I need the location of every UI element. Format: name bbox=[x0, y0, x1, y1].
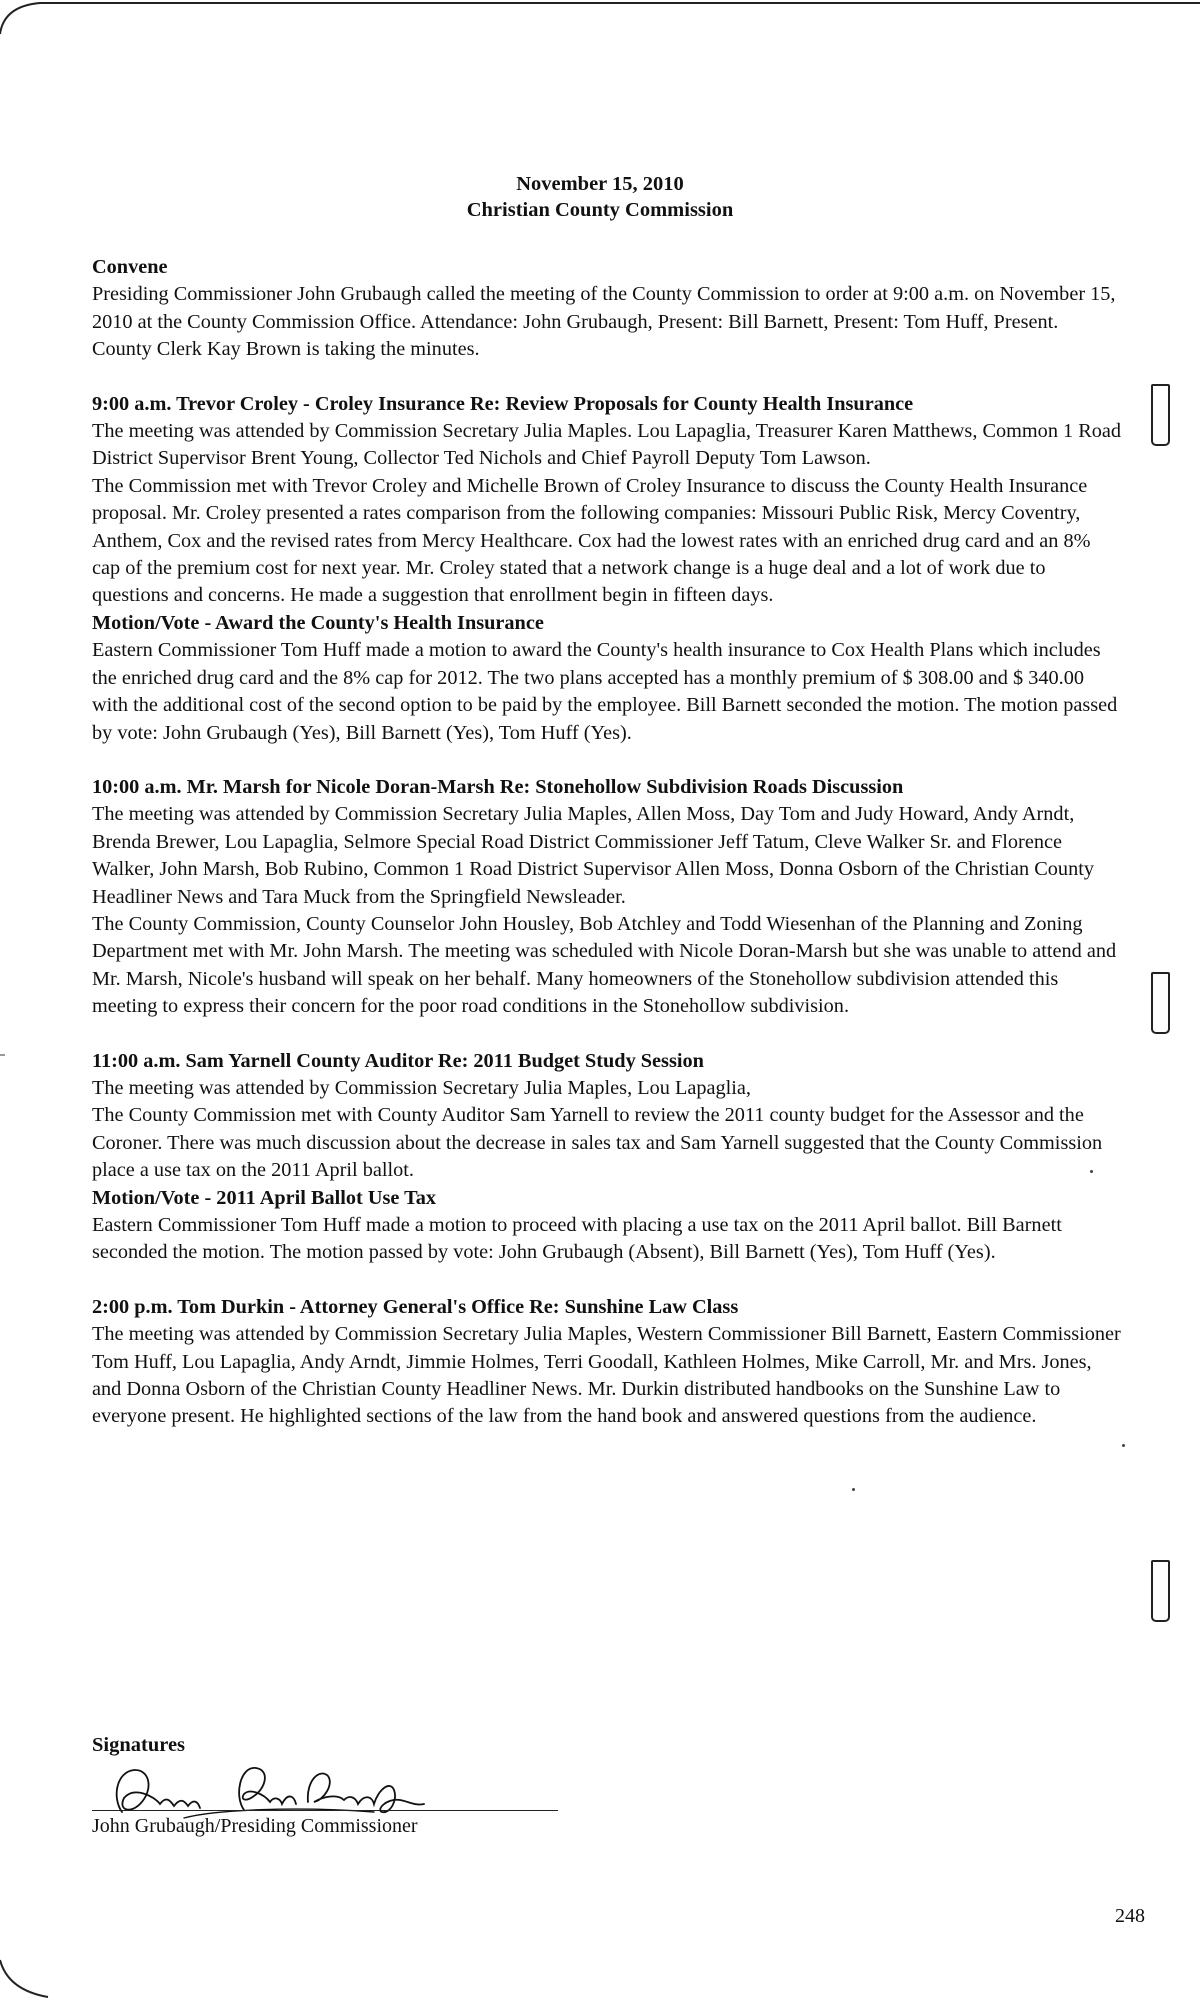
motion-paragraph: Eastern Commissioner Tom Huff made a motion to proceed with placing a use tax on the 2011 April ballot. Bill Barnett seconded the motion. The motion passed by vote: John Grubaugh (Absent), Bill Barnett (Yes), Tom Huff (Yes). bbox=[92, 1214, 1062, 1264]
section-stonehollow-roads bbox=[92, 774, 1122, 1021]
section-heading: 11:00 a.m. Sam Yarnell County Auditor Re: 2011 Budget Study Session bbox=[92, 1049, 704, 1072]
scan-speck bbox=[1122, 1444, 1125, 1447]
minutes-content bbox=[92, 254, 1122, 1431]
section-heading: 9:00 a.m. Trevor Croley - Croley Insurance Re: Review Proposals for County Health Insurance bbox=[92, 392, 914, 415]
section-health-insurance bbox=[92, 391, 1122, 747]
signatures-heading: Signatures bbox=[92, 1734, 186, 1756]
section-convene bbox=[92, 254, 1122, 364]
motion-heading: Motion/Vote - 2011 April Ballot Use Tax bbox=[92, 1186, 437, 1209]
section-heading: Convene bbox=[92, 256, 168, 278]
section-paragraph: The Commission met with Trevor Croley and Michelle Brown of Croley Insurance to discuss the County Health Insurance proposal. Mr. Croley presented a rates comparison from the following companies: Missouri Public Risk, Mercy Coventry, Anthem, Cox and the revised rates from Mercy Healthcare. Cox had the lowest rates with an enriched drug card and an 8% cap of the premium cost for next year. Mr. Croley stated that a network change is a huge deal and a lot of work due to questions and concerns. He made a suggestion that enrollment begin in fifteen days. bbox=[92, 474, 1091, 607]
margin-checkbox bbox=[1151, 384, 1170, 446]
margin-checkbox bbox=[1151, 972, 1170, 1034]
section-budget-study bbox=[92, 1048, 1122, 1267]
section-paragraph: The County Commission, County Counselor John Housley, Bob Atchley and Todd Wiesenhan of the Planning and Zoning Department met with Mr. John Marsh. The meeting was scheduled with Nicole Doran-Marsh but she was unable to attend and Mr. Marsh, Nicole's husband will speak on her behalf. Many homeowners of the Stonehollow subdivision attended this meeting to express their concern for the poor road conditions in the Stonehollow subdivision. bbox=[92, 912, 1117, 1018]
document-body-title: Christian County Commission bbox=[466, 199, 734, 221]
document-date: November 15, 2010 bbox=[516, 173, 684, 195]
section-heading: 2:00 p.m. Tom Durkin - Attorney General's Office Re: Sunshine Law Class bbox=[92, 1295, 739, 1318]
section-paragraph: The County Commission met with County Auditor Sam Yarnell to review the 2011 county budget for the Assessor and the Coroner. There was much discussion about the decrease in sales tax and Sam Yarnell suggested that the County Commission place a use tax on the 2011 April ballot. bbox=[92, 1104, 1103, 1182]
page-number: 248 bbox=[1115, 1905, 1145, 1927]
margin-checkbox bbox=[1151, 1560, 1170, 1622]
section-paragraph: Presiding Commissioner John Grubaugh called the meeting of the County Commission to order at 9:00 a.m. on November 15, 2010 at the County Commission Office. Attendance: John Grubaugh, Present: Bill Barnett, Present: Tom Huff, Present. County Clerk Kay Brown is taking the minutes. bbox=[92, 283, 1116, 361]
scan-speck bbox=[1090, 1170, 1093, 1173]
section-paragraph: The meeting was attended by Commission Secretary Julia Maples, Western Commissioner Bill Barnett, Eastern Commissioner Tom Huff, Lou Lapaglia, Andy Arndt, Jimmie Holmes, Terri Goodall, Kathleen Holmes, Mike Carroll, Mr. and Mrs. Jones, and Donna Osborn of the Christian County Headliner News. Mr. Durkin distributed handbooks on the Sunshine Law to everyone present. He highlighted sections of the law from the hand book and answered questions from the audience. bbox=[92, 1323, 1121, 1428]
signature-line bbox=[92, 1810, 558, 1811]
motion-paragraph: Eastern Commissioner Tom Huff made a motion to award the County's health insurance to Cox Health Plans which includes the enriched drug card and the 8% cap for 2012. The two plans accepted has a monthly premium of $ 308.00 and $ 340.00 with the additional cost of the second option to be paid by the employee. Bill Barnett seconded the motion. The motion passed by vote: John Grubaugh (Yes), Bill Barnett (Yes), Tom Huff (Yes). bbox=[92, 639, 1118, 744]
section-paragraph: The meeting was attended by Commission Secretary Julia Maples, Allen Moss, Day Tom and Judy Howard, Andy Arndt, Brenda Brewer, Lou Lapaglia, Selmore Special Road District Commissioner Jeff Tatum, Cleve Walker Sr. and Florence Walker, John Marsh, Bob Rubino, Common 1 Road District Supervisor Allen Moss, Donna Osborn of the Christian County Headliner News and Tara Muck from the Springfield Newsleader. bbox=[92, 803, 1094, 908]
section-sunshine-law bbox=[92, 1294, 1122, 1431]
motion-heading: Motion/Vote - Award the County's Health Insurance bbox=[92, 611, 544, 634]
scan-speck bbox=[852, 1488, 855, 1491]
section-paragraph: The meeting was attended by Commission Secretary Julia Maples. Lou Lapaglia, Treasurer Karen Matthews, Common 1 Road District Supervisor Brent Young, Collector Ted Nichols and Chief Payroll Deputy Tom Lawson. bbox=[92, 420, 1122, 470]
section-paragraph: The meeting was attended by Commission Secretary Julia Maples, Lou Lapaglia, bbox=[92, 1076, 751, 1099]
signer-name: John Grubaugh/Presiding Commissioner bbox=[92, 1815, 418, 1837]
section-heading: 10:00 a.m. Mr. Marsh for Nicole Doran-Marsh Re: Stonehollow Subdivision Roads Discussion bbox=[92, 775, 904, 798]
